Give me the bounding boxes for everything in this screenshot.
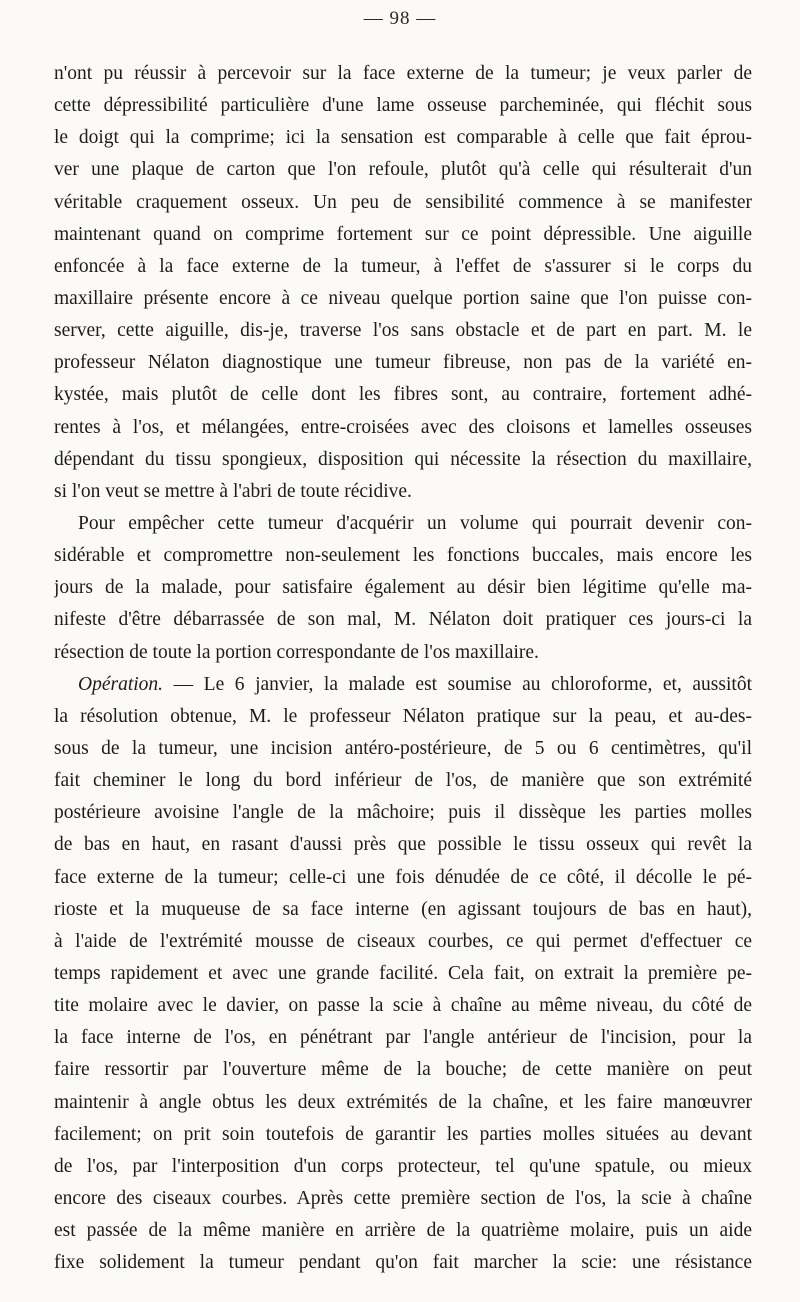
- text-line: Pour empêcher cette tumeur d'acquérir un volume qui pourrait devenir con-: [78, 512, 752, 534]
- text-line: cette dépressibilité particulière d'une lame osseuse parcheminée, qui fléchit sous: [54, 95, 752, 117]
- text-line: sidérable et compromettre non-seulement les fonctions buccales, mais encore les: [54, 545, 752, 567]
- text-line: rentes à l'os, et mélangées, entre-croisées avec des cloisons et lamelles osseuses: [54, 416, 752, 438]
- text-line: kystée, mais plutôt de celle dont les fibres sont, au contraire, fortement adhé-: [54, 384, 752, 406]
- text-line: nifeste d'être débarrassée de son mal, M. Nélaton doit pratiquer ces jours-ci la: [54, 609, 752, 631]
- text-line: [54, 669, 752, 701]
- text-line: facilement; on prit soin toutefois de garantir les parties molles situées au devant: [54, 1123, 752, 1145]
- text-line: la résolution obtenue, M. le professeur Nélaton pratique sur la peau, et au-des-: [54, 705, 752, 727]
- text-line: fait cheminer le long du bord inférieur de l'os, de manière que son extrémité: [54, 770, 752, 792]
- text-line: la face interne de l'os, en pénétrant par l'angle antérieur de l'incision, pour la: [54, 1027, 752, 1049]
- text-line: temps rapidement et avec une grande facilité. Cela fait, on extrait la première pe-: [54, 962, 752, 984]
- text-line: n'ont pu réussir à percevoir sur la face externe de la tumeur; je veux parler de: [54, 63, 752, 84]
- text-line: professeur Nélaton diagnostique une tumeur fibreuse, non pas de la variété en-: [54, 352, 752, 374]
- text-line: de l'os, par l'interposition d'un corps protecteur, tel qu'une spatule, ou mieux: [54, 1155, 752, 1177]
- text-line: maintenant quand on comprime fortement sur ce point dépressible. Une aiguille: [54, 223, 752, 245]
- body-text: [54, 58, 752, 1279]
- text-line: postérieure avoisine l'angle de la mâchoire; puis il dissèque les parties molles: [54, 802, 752, 824]
- text-line: enfoncée à la face externe de la tumeur, à l'effet de s'assurer si le corps du: [54, 255, 752, 277]
- text-line: encore des ciseaux courbes. Après cette première section de l'os, la scie à chaîne: [54, 1187, 752, 1209]
- text-line-rest: — Le 6 janvier, la malade est soumise au chloroforme, et, aussitôt: [163, 673, 752, 695]
- text-line: le doigt qui la comprime; ici la sensation est comparable à celle que fait éprou-: [54, 127, 752, 149]
- text-line: est passée de la même manière en arrière de la quatrième molaire, puis un aide: [54, 1220, 752, 1242]
- text-line: véritable craquement osseux. Un peu de sensibilité commence à se manifester: [54, 191, 752, 213]
- text-line: maxillaire présente encore à ce niveau quelque portion saine que l'on puisse con-: [54, 287, 752, 309]
- section-heading: Opération.: [78, 673, 164, 695]
- text-line: dépendant du tissu spongieux, disposition qui nécessite la résection du maxillaire,: [54, 448, 752, 470]
- text-line: faire ressortir par l'ouverture même de la bouche; de cette manière on peut: [54, 1059, 752, 1081]
- text-line: server, cette aiguille, dis-je, traverse l'os sans obstacle et de part en part. M. le: [54, 320, 752, 342]
- text-line: sous de la tumeur, une incision antéro-postérieure, de 5 ou 6 centimètres, qu'il: [54, 737, 752, 759]
- text-line: à l'aide de l'extrémité mousse de ciseaux courbes, ce qui permet d'effectuer ce: [54, 930, 752, 952]
- text-line: de bas en haut, en rasant d'aussi près que possible le tissu osseux qui revêt la: [54, 834, 752, 856]
- text-line: maintenir à angle obtus les deux extrémités de la chaîne, et les faire manœuvrer: [54, 1091, 752, 1113]
- text-line: jours de la malade, pour satisfaire également au désir bien légitime qu'elle ma-: [54, 577, 752, 599]
- text-line: ver une plaque de carton que l'on refoule, plutôt qu'à celle qui résulterait d'un: [54, 159, 752, 181]
- text-line: tite molaire avec le davier, on passe la scie à chaîne au même niveau, du côté de: [54, 995, 752, 1017]
- text-line: face externe de la tumeur; celle-ci une fois dénudée de ce côté, il décolle le pé-: [54, 866, 752, 888]
- text-line: si l'on veut se mettre à l'abri de toute récidive.: [54, 480, 412, 502]
- text-line: rioste et la muqueuse de sa face interne (en agissant toujours de bas en haut),: [54, 898, 752, 920]
- text-line: résection de toute la portion correspondante de l'os maxillaire.: [54, 641, 539, 663]
- page-number: — 98 —: [363, 8, 437, 29]
- text-line: fixe solidement la tumeur pendant qu'on fait marcher la scie: une résistance: [54, 1252, 752, 1274]
